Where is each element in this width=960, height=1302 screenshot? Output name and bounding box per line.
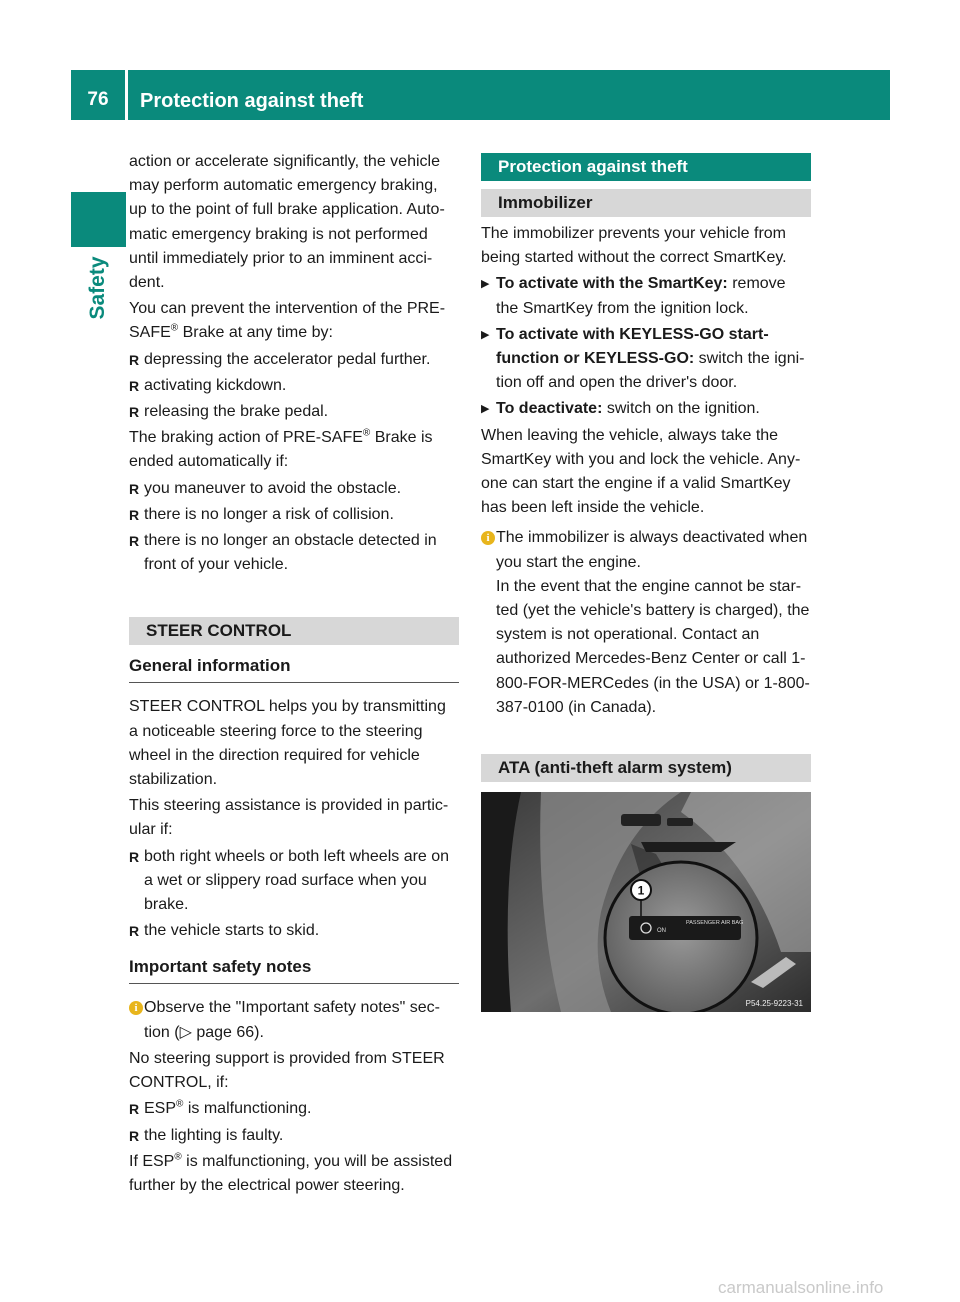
paragraph: This steering assistance is provided in partic-ular if:: [129, 797, 449, 839]
list-item: R there is no longer an obstacle detected in front of your vehicle.: [129, 529, 459, 577]
paragraph: When leaving the vehicle, always take the SmartKey with you and lock the vehicle. Any-one can start the engine if a valid SmartKey has been left inside the vehicle.: [481, 426, 801, 517]
instruction-step: ▶ To activate with KEYLESS-GO start-function or KEYLESS-GO: switch the igni-tion off and open the driver's door.: [481, 323, 811, 396]
paragraph: If ESP® is malfunctioning, you will be assisted further by the electrical power steering.: [129, 1151, 453, 1194]
info-icon: i: [481, 531, 495, 545]
callout-number-1: 1: [637, 883, 645, 898]
section-title-ata: ATA (anti-theft alarm system): [481, 754, 811, 782]
left-column: [129, 150, 459, 1198]
info-note: i Observe the "Important safety notes" sec-tion (▷ page 66).: [129, 996, 459, 1044]
subheading-important-safety-notes: Important safety notes: [129, 955, 459, 984]
instruction-step: ▶ To deactivate: switch on the ignition.: [481, 397, 811, 421]
info-icon: i: [129, 1001, 143, 1015]
list-item: R the vehicle starts to skid.: [129, 919, 459, 943]
list-item: R you maneuver to avoid the obstacle.: [129, 477, 459, 501]
paragraph: action or accelerate significantly, the vehicle may perform automatic emergency braking, up to the point of full brake application. Auto-matic emergency braking is not performed until immediately prior to an imminent acci-dent.: [129, 153, 445, 292]
section-title-steer-control: STEER CONTROL: [129, 617, 459, 645]
header-separator: [125, 70, 128, 120]
paragraph: No steering support is provided from STEER CONTROL, if:: [129, 1049, 445, 1092]
instruction-step: ▶ To activate with the SmartKey: remove the SmartKey from the ignition lock.: [481, 272, 811, 320]
info-note: i The immobilizer is always deactivated when you start the engine.: [481, 526, 811, 574]
paragraph: STEER CONTROL helps you by transmitting a noticeable steering force to the steering wheel in the direction required for vehicle stabilization.: [129, 698, 446, 789]
subheading-general-information: General information: [129, 654, 459, 683]
paragraph: The braking action of PRE-SAFE® Brake is ended automatically if:: [129, 427, 433, 471]
list-item: R ESP® is malfunctioning.: [129, 1097, 459, 1121]
watermark: carmanualsonline.info: [718, 1278, 884, 1297]
section-tab-marker: [71, 192, 126, 247]
photo-code: P54.25-9223-31: [745, 999, 803, 1009]
list-item: R activating kickdown.: [129, 374, 459, 398]
info-note-continued: In the event that the engine cannot be star-ted (yet the vehicle's battery is charged), the system is not operational. Contact an authorized Mercedes-Benz Center or call 1-800-FOR-MERCedes (in the USA) or 1-800-387-0100 (in Canada).: [496, 577, 810, 716]
section-tab-label: Safety: [86, 256, 109, 320]
list-item: R there is no longer a risk of collision.: [129, 503, 459, 527]
paragraph: The immobilizer prevents your vehicle from being started without the correct SmartKey.: [481, 225, 787, 267]
section-title-immobilizer: Immobilizer: [481, 189, 811, 217]
ata-button-photo: [481, 792, 811, 1012]
list-item: R depressing the accelerator pedal further.: [129, 348, 459, 372]
right-column: [481, 150, 811, 1012]
page-title: Protection against theft: [140, 90, 364, 112]
list-item: R releasing the brake pedal.: [129, 400, 459, 424]
list-item: R the lighting is faulty.: [129, 1124, 459, 1148]
paragraph: You can prevent the intervention of the PRE-SAFE® Brake at any time by:: [129, 300, 446, 342]
photo-panel-text: PASSENGER AIR BAG: [686, 920, 744, 927]
list-item: R both right wheels or both left wheels are on a wet or slippery road surface when you brake.: [129, 845, 459, 918]
section-title-protection: Protection against theft: [481, 153, 811, 181]
photo-panel-on-label: ON: [657, 928, 666, 935]
page-number: 76: [87, 89, 109, 110]
